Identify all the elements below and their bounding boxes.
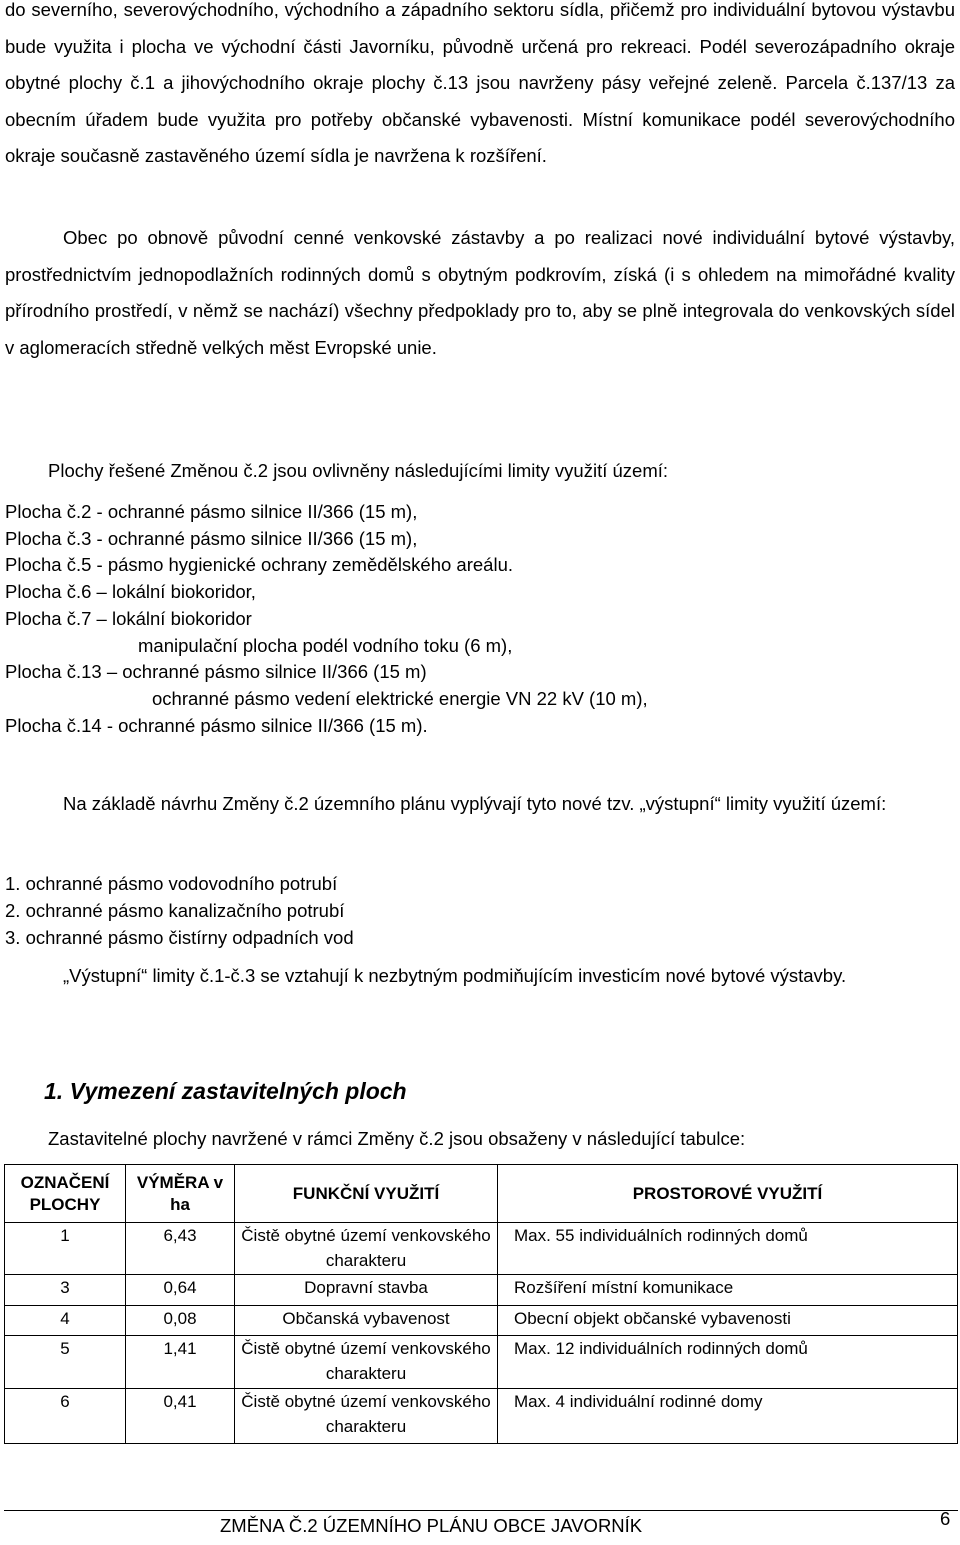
- cell-function: Čistě obytné území venkovského charakteru: [235, 1389, 498, 1444]
- cell-area: 0,64: [126, 1275, 235, 1306]
- cell-function: Čistě obytné území venkovského charakteru: [235, 1223, 498, 1275]
- cell-spatial-use: Max. 55 individuálních rodinných domů: [498, 1223, 958, 1275]
- limit-item: Plocha č.13 – ochranné pásmo silnice II/366 (15 m): [5, 661, 427, 682]
- cell-designation: 6: [5, 1389, 126, 1444]
- output-limits-note: „Výstupní“ limity č.1-č.3 se vztahují k nezbytným podmiňujícím investicím nové bytové výstavby.: [63, 965, 847, 986]
- table-intro: Zastavitelné plochy navržené v rámci Změny č.2 jsou obsaženy v následující tabulce:: [48, 1128, 746, 1149]
- limit-item: Plocha č.14 - ochranné pásmo silnice II/366 (15 m).: [5, 715, 428, 736]
- cell-spatial-use: Max. 4 individuální rodinné domy: [498, 1389, 958, 1444]
- limit-item: Plocha č.7 – lokální biokoridor: [5, 608, 252, 629]
- limit-item: Plocha č.6 – lokální biokoridor,: [5, 581, 256, 602]
- cell-spatial-use: Obecní objekt občanské vybavenosti: [498, 1306, 958, 1336]
- cell-spatial-use: Rozšíření místní komunikace: [498, 1275, 958, 1306]
- cell-designation: 4: [5, 1306, 126, 1336]
- cell-designation: 1: [5, 1223, 126, 1275]
- page-number: 6: [940, 1508, 951, 1529]
- output-limit-item: 3. ochranné pásmo čistírny odpadních vod: [5, 927, 354, 948]
- column-header-area: VÝMĚRA v ha: [126, 1165, 235, 1223]
- table-header-row: [5, 1165, 958, 1223]
- cell-designation: 3: [5, 1275, 126, 1306]
- paragraph-outlook: Obec po obnově původní cenné venkovské zástavby a po realizaci nové individuální bytové výstavby, prostřednictvím jednopodlažních rodinných domů s obytným podkrovím, získá (i s ohledem na mimořádné kvality přírodního prostředí, v němž se nachází) všechny předpoklady pro to, aby se plně integrovala do venkovských sídel v aglomeracích středně velkých měst Evropské unie.: [5, 227, 955, 358]
- table-row: [5, 1306, 958, 1336]
- table-row: [5, 1389, 958, 1444]
- cell-area: 0,41: [126, 1389, 235, 1444]
- cell-area: 0,08: [126, 1306, 235, 1336]
- limit-item: Plocha č.3 - ochranné pásmo silnice II/366 (15 m),: [5, 528, 418, 549]
- cell-spatial-use: Max. 12 individuálních rodinných domů: [498, 1336, 958, 1389]
- limits-intro: Plochy řešené Změnou č.2 jsou ovlivněny následujícími limity využití území:: [48, 460, 669, 481]
- paragraph-development: do severního, severovýchodního, východního a západního sektoru sídla, přičemž pro individuální bytovou výstavbu bude využita i plocha ve východní části Javorníku, původně určená pro rekreaci. Podél severozápadního okraje obytné plochy č.1 a jihovýchodního okraje plochy č.13 jsou navrženy pásy veřejné zeleně. Parcela č.137/13 za obecním úřadem bude využita pro potřeby občanské vybavenosti. Místní komunikace podél severovýchodního okraje současně zastavěného území sídla je navržena k rozšíření.: [5, 0, 955, 166]
- column-header-function: FUNKČNÍ VYUŽITÍ: [235, 1165, 498, 1223]
- cell-designation: 5: [5, 1336, 126, 1389]
- limit-item: Plocha č.5 - pásmo hygienické ochrany zemědělského areálu.: [5, 554, 514, 575]
- footer-title: ZMĚNA Č.2 ÚZEMNÍHO PLÁNU OBCE JAVORNÍK: [220, 1515, 643, 1536]
- column-header-designation: OZNAČENÍ PLOCHY: [5, 1165, 126, 1223]
- limit-item-continuation: manipulační plocha podél vodního toku (6 m),: [138, 635, 513, 656]
- footer-divider: [4, 1510, 958, 1511]
- section-heading: 1. Vymezení zastavitelných ploch: [44, 1078, 407, 1104]
- table-row: [5, 1275, 958, 1306]
- output-limit-item: 2. ochranné pásmo kanalizačního potrubí: [5, 900, 345, 921]
- limit-item: Plocha č.2 - ochranné pásmo silnice II/366 (15 m),: [5, 501, 418, 522]
- table-row: [5, 1336, 958, 1389]
- cell-function: Občanská vybavenost: [235, 1306, 498, 1336]
- table-row: [5, 1223, 958, 1275]
- output-limits-intro: Na základě návrhu Změny č.2 územního plánu vyplývají tyto nové tzv. „výstupní“ limity využití území:: [63, 793, 887, 814]
- cell-function: Dopravní stavba: [235, 1275, 498, 1306]
- cell-area: 1,41: [126, 1336, 235, 1389]
- cell-area: 6,43: [126, 1223, 235, 1275]
- limit-item-continuation: ochranné pásmo vedení elektrické energie VN 22 kV (10 m),: [152, 688, 648, 709]
- zones-table: [4, 1164, 958, 1444]
- column-header-spatial-use: PROSTOROVÉ VYUŽITÍ: [498, 1165, 958, 1223]
- cell-function: Čistě obytné území venkovského charakteru: [235, 1336, 498, 1389]
- output-limit-item: 1. ochranné pásmo vodovodního potrubí: [5, 873, 338, 894]
